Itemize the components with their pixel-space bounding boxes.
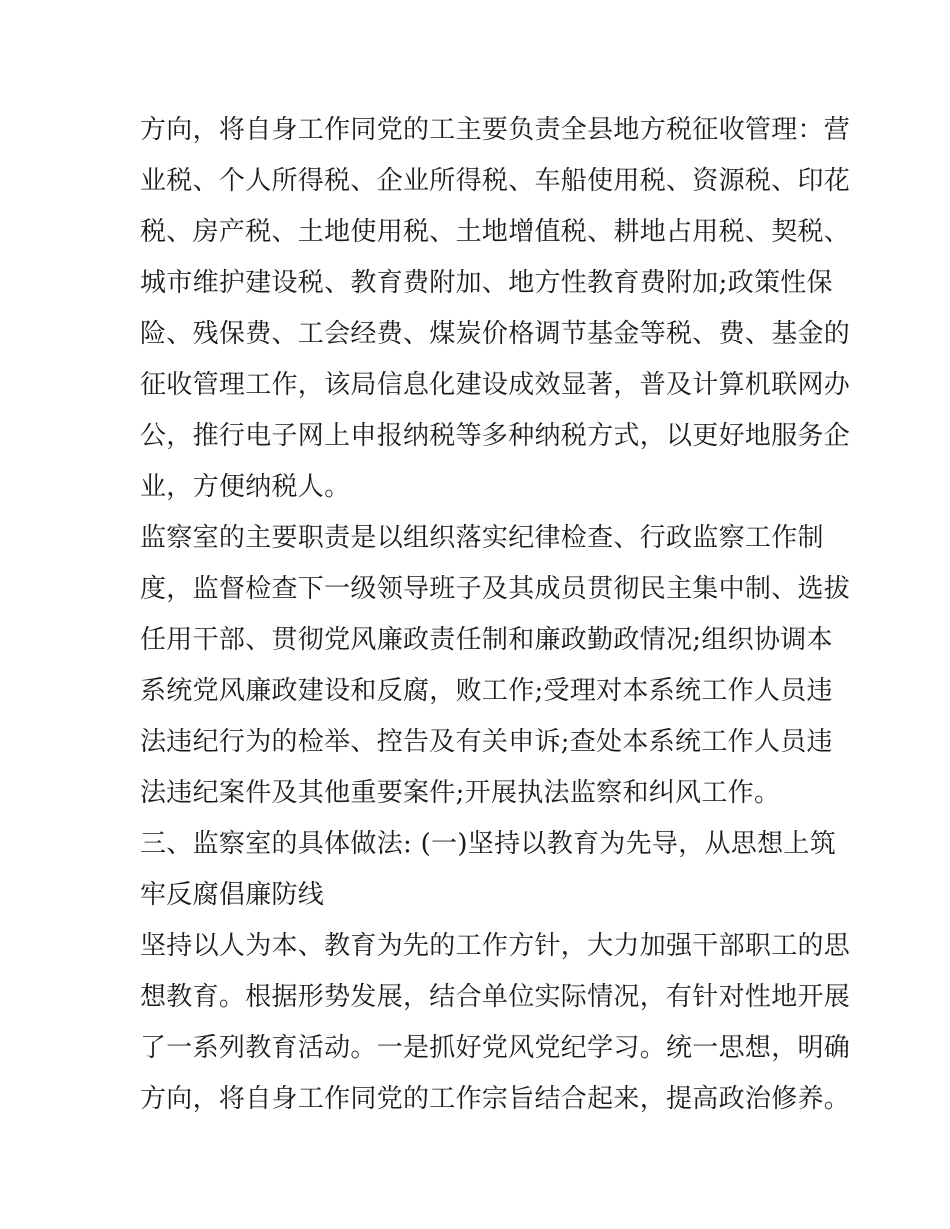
text-line-2: 业税、个人所得税、企业所得税、车船使用税、资源税、印花 <box>140 166 851 196</box>
text-line-8: 业，方便纳税人。 <box>140 472 351 502</box>
text-line-11: 任用干部、贯彻党风廉政责任制和廉政勤政情况;组织协调本 <box>140 625 833 655</box>
text-line-20: 方向，将自身工作同党的工作宗旨结合起来，提高政治修养。 <box>140 1084 851 1114</box>
section-heading-line-1: 三、监察室的具体做法: (一)坚持以教育为先导，从思想上筑 <box>140 829 837 859</box>
text-line-19: 了一系列教育活动。一是抓好党风党纪学习。统一思想，明确 <box>140 1033 851 1063</box>
text-line-4: 城市维护建设税、教育费附加、地方性教育费附加;政策性保 <box>140 268 833 298</box>
text-line-14: 法违纪案件及其他重要案件;开展执法监察和纠风工作。 <box>140 778 781 808</box>
text-line-7: 公，推行电子网上申报纳税等多种纳税方式，以更好地服务企 <box>140 421 851 451</box>
text-line-10: 度，监督检查下一级领导班子及其成员贯彻民主集中制、选拔 <box>140 574 851 604</box>
text-line-12: 系统党风廉政建设和反腐，败工作;受理对本系统工作人员违 <box>140 676 833 706</box>
text-line-6: 征收管理工作，该局信息化建设成效显著，普及计算机联网办 <box>140 370 851 400</box>
text-line-1: 方向，将自身工作同党的工主要负责全县地方税征收管理：营 <box>140 115 851 145</box>
text-line-17: 坚持以人为本、教育为先的工作方针，大力加强干部职工的思 <box>140 931 851 961</box>
text-line-3: 税、房产税、土地使用税、土地增值税、耕地占用税、契税、 <box>140 217 851 247</box>
text-line-18: 想教育。根据形势发展，结合单位实际情况，有针对性地开展 <box>140 982 851 1012</box>
text-line-9: 监察室的主要职责是以组织落实纪律检查、行政监察工作制 <box>140 523 824 553</box>
text-line-5: 险、残保费、工会经费、煤炭价格调节基金等税、费、基金的 <box>140 319 851 349</box>
text-line-13: 法违纪行为的检举、控告及有关申诉;查处本系统工作人员违 <box>140 727 833 757</box>
section-heading-line-2: 牢反腐倡廉防线 <box>140 880 325 910</box>
